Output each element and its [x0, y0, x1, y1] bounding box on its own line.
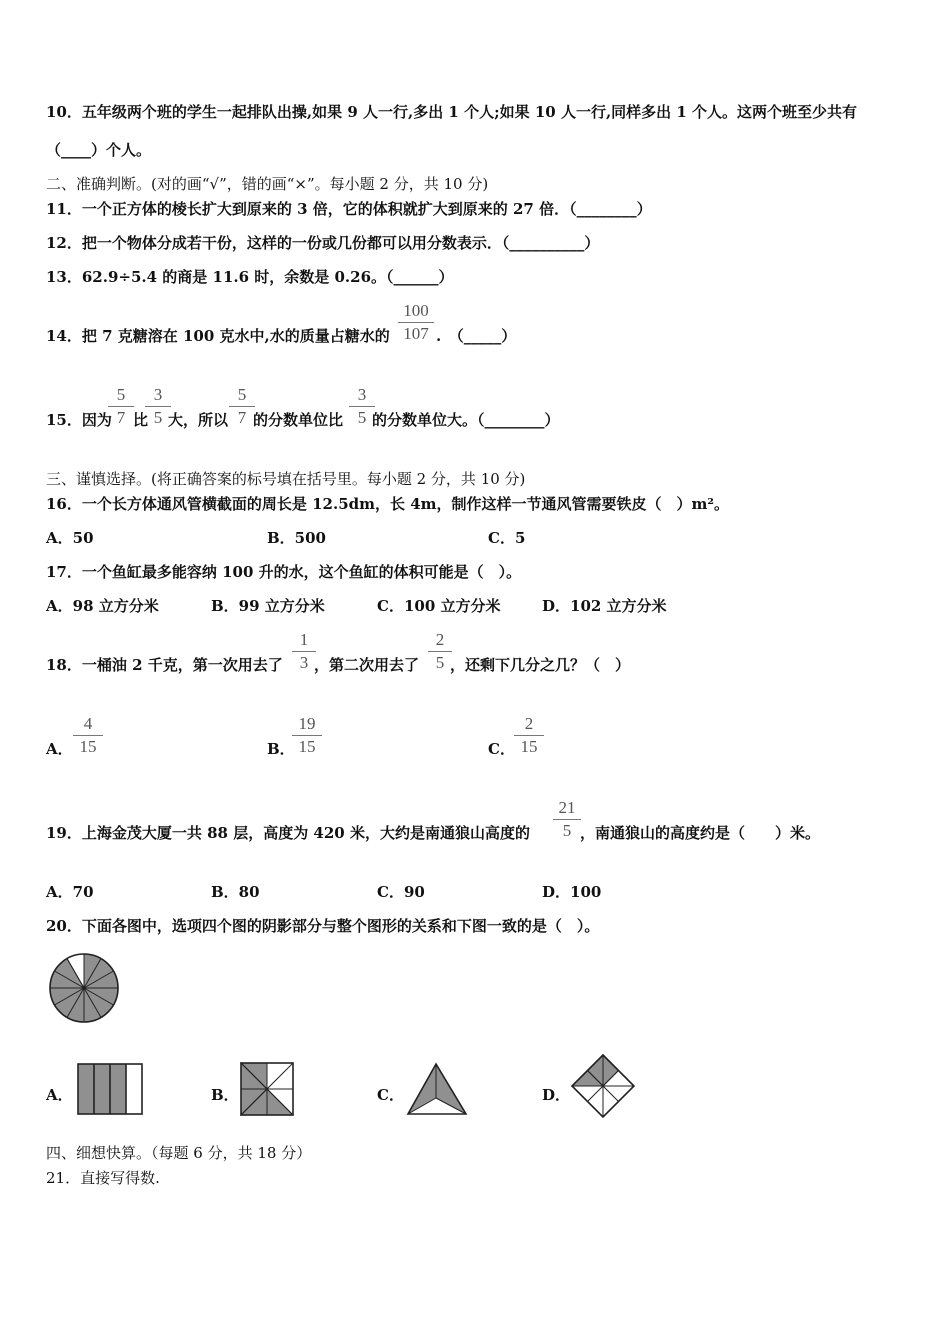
q15-part2: 比: [133, 411, 149, 429]
q19-option-b[interactable]: B．80: [211, 883, 260, 901]
numerator: 3: [145, 385, 171, 407]
numerator: 5: [229, 385, 255, 407]
denominator: 5: [153, 408, 163, 427]
q14-denominator: 107: [403, 324, 429, 343]
q20-option-c[interactable]: C．: [377, 1086, 404, 1104]
q17-option-c[interactable]: C．100 立方分米: [377, 597, 501, 615]
q19-fraction: [553, 798, 581, 841]
q18-fraction-1: [292, 630, 316, 673]
numerator: 4: [73, 714, 103, 736]
q18-part3: ，还剩下几分之几？（ ）: [450, 656, 631, 674]
q15-part3: 大，所以: [168, 411, 229, 429]
q14-answer: . （_____）: [436, 327, 517, 345]
q20-option-a[interactable]: A．: [46, 1086, 73, 1104]
q16-text: 16．一个长方体通风管横截面的周长是 12.5dm，长 4m，制作这样一节通风管需要铁皮（ ）m²。: [46, 495, 729, 513]
denominator: 15: [520, 737, 538, 756]
denominator: 5: [435, 653, 445, 672]
denominator: 15: [298, 737, 316, 756]
option-b-square-figure: [240, 1062, 294, 1116]
q18-part1: 18．一桶油 2 千克，第一次用去了: [46, 656, 283, 674]
q20-option-d[interactable]: D．: [542, 1086, 571, 1104]
q14-fraction: [398, 301, 434, 344]
q12: 12．把一个物体分成若干份，这样的一份或几份都可以用分数表示．（__________）: [46, 234, 600, 252]
q17-option-d[interactable]: D．102 立方分米: [542, 597, 667, 615]
q18-option-b-fraction: [292, 714, 322, 757]
q15-part5: 的分数单位大。（________）: [372, 411, 560, 429]
q15-part4: 的分数单位比: [253, 411, 344, 429]
q18-option-a-fraction: [73, 714, 103, 757]
section-3-title: 三、谨慎选择。(将正确答案的标号填在括号里。每小题 2 分，共 10 分): [46, 470, 526, 488]
denominator: 5: [562, 821, 572, 840]
q19-part1: 19．上海金茂大厦一共 88 层，高度为 420 米，大约是南通狼山高度的: [46, 824, 530, 842]
q10-line1: 10．五年级两个班的学生一起排队出操,如果 9 人一行,多出 1 个人;如果 10 人一行,同样多出 1 个人。这两个班至少共有: [46, 103, 858, 121]
q19-part2: ，南通狼山的高度约是（ ）米。: [580, 824, 821, 842]
section-4-title: 四、细想快算。（每题 6 分，共 18 分）: [46, 1144, 312, 1162]
q21: 21．直接写得数.: [46, 1169, 160, 1187]
q15-part1: 15．因为: [46, 411, 112, 429]
numerator: 3: [349, 385, 375, 407]
q19-option-a[interactable]: A．70: [46, 883, 94, 901]
option-a-rectangle-figure: [77, 1063, 143, 1115]
denominator: 5: [357, 408, 367, 427]
q18-option-a[interactable]: A．: [46, 740, 73, 758]
q15-fraction-1: [108, 385, 134, 428]
q16-option-b[interactable]: B．500: [267, 529, 326, 547]
q10-line2: （____）个人。: [46, 141, 152, 159]
q20-text: 20．下面各图中，选项四个图的阴影部分与整个图形的关系和下图一致的是（ ）。: [46, 917, 600, 935]
denominator: 3: [299, 653, 309, 672]
q16-option-c[interactable]: C．5: [488, 529, 526, 547]
q16-option-a[interactable]: A．50: [46, 529, 94, 547]
q18-part2: ，第二次用去了: [314, 656, 420, 674]
q15-fraction-3: [229, 385, 255, 428]
q17-option-b[interactable]: B．99 立方分米: [211, 597, 325, 615]
numerator: 1: [292, 630, 316, 652]
q18-option-c-fraction: [514, 714, 544, 757]
option-c-triangle-figure: [406, 1062, 468, 1116]
q18-fraction-2: [428, 630, 452, 673]
q13: 13．62.9÷5.4 的商是 11.6 时，余数是 0.26。（______）: [46, 268, 454, 286]
denominator: 15: [79, 737, 97, 756]
q11: 11．一个正方体的棱长扩大到原来的 3 倍，它的体积就扩大到原来的 27 倍．（________）: [46, 200, 652, 218]
reference-circle-figure: [48, 952, 120, 1024]
q17-option-a[interactable]: A．98 立方分米: [46, 597, 159, 615]
numerator: 21: [553, 798, 581, 820]
numerator: 2: [428, 630, 452, 652]
q17-text: 17．一个鱼缸最多能容纳 100 升的水，这个鱼缸的体积可能是（ ）。: [46, 563, 522, 581]
q18-option-c[interactable]: C．: [488, 740, 515, 758]
numerator: 19: [292, 714, 322, 736]
denominator: 7: [116, 408, 126, 427]
numerator: 5: [108, 385, 134, 407]
section-2-title: 二、准确判断。(对的画“√”，错的画“×”。每小题 2 分，共 10 分): [46, 175, 489, 193]
q19-option-c[interactable]: C．90: [377, 883, 425, 901]
q18-option-b[interactable]: B．: [267, 740, 295, 758]
numerator: 2: [514, 714, 544, 736]
q20-option-b[interactable]: B．: [211, 1086, 239, 1104]
q14-text: 14．把 7 克糖溶在 100 克水中,水的质量占糖水的: [46, 327, 390, 345]
q14-numerator: 100: [398, 301, 434, 323]
q19-option-d[interactable]: D．100: [542, 883, 602, 901]
option-d-diamond-figure: [570, 1054, 636, 1118]
denominator: 7: [237, 408, 247, 427]
